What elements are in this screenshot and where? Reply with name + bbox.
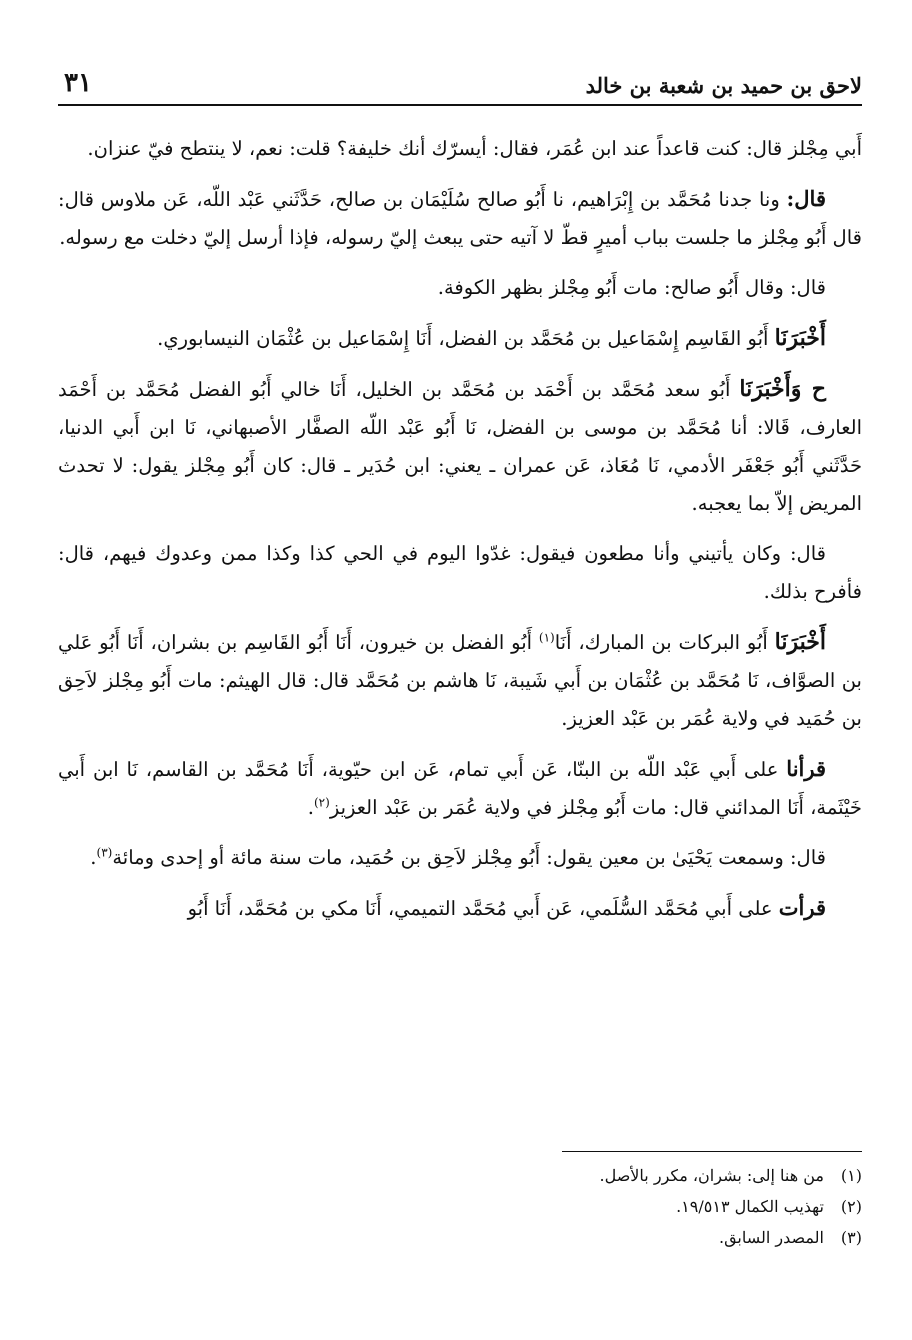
paragraph-text: قال: وقال أَبُو صالح: مات أَبُو مِجْلز بظهر الكوفة. xyxy=(437,276,826,299)
footnote-ref[interactable]: (١) xyxy=(538,630,555,645)
paragraph xyxy=(58,269,862,307)
paragraph xyxy=(58,319,862,358)
paragraph-text: على أَبي عَبْد اللّه بن البنّا، عَن أَبي تمام، عَن ابن حيّوية، أَنَا مُحَمَّد بن القاسم، نَا ابن أَبي خَيْثَمة، أَنَا المدائني قال: مات أَبُو مِجْلز في ولاية عُمَر بن عَبْد العزيز xyxy=(58,758,862,819)
paragraph xyxy=(58,889,862,928)
paragraph xyxy=(58,180,862,257)
paragraph-text: أَبُو الفضل بن خيرون، أَنَا أَبُو القَاسِم بن بشران، أَنَا أَبُو عَلي بن الصوَّاف، نَا مُحَمَّد بن عُثْمَان بن أَبي شَيبة، نَا هاشم بن مُحَمَّد قال: قال الهيثم: مات أَبُو مِجْلز لاَحِق بن حُمَيد في ولاية عُمَر بن عَبْد العزيز. xyxy=(58,631,862,730)
footnote xyxy=(58,1160,862,1191)
paragraph-text: قال: وكان يأتيني وأنا مطعون فيقول: غدّوا اليوم في الحي كذا وكذا ممن وعدوك فيهم، قال: فأفرح بذلك. xyxy=(58,542,862,603)
footnote-ref[interactable]: (٢) xyxy=(313,795,330,810)
paragraph xyxy=(58,750,862,827)
footnote-number: (١) xyxy=(840,1166,862,1185)
paragraph-text: على أَبي مُحَمَّد السُّلَمي، عَن أَبي مُحَمَّد التميمي، أَنَا مكي بن مُحَمَّد، أَنَا أَبُو xyxy=(187,897,779,920)
paragraph-lead: قال: xyxy=(786,186,826,211)
footnote-text: المصدر السابق. xyxy=(718,1228,824,1247)
page-header xyxy=(58,58,862,106)
paragraph-lead: قرأت xyxy=(778,895,826,920)
footnote-number: (٣) xyxy=(840,1228,862,1247)
paragraph-text: أَبُو سعد مُحَمَّد بن أَحْمَد بن مُحَمَّد بن الخليل، أَنَا خالي أَبُو الفضل مُحَمَّد بن أَحْمَد العارف، قَالا: أنا مُحَمَّد بن موسى بن الفضل، نَا أَبُو عَبْد اللّه الصفَّار الأصبهاني، نَا ابن أَبي الدنيا، حَدَّثَني أَبُو جَعْفَر الأدمي، نَا مُعَاذ، عَن عمران ـ يعني: ابن حُدَير ـ قال: كان أَبُو مِجْلز يقول: لا تحدث المريض إلاّ بما يعجبه. xyxy=(58,378,862,515)
footnote-text: تهذيب الكمال ١٩/٥١٣. xyxy=(676,1197,824,1216)
paragraph-lead: أَخْبَرَنَا xyxy=(774,629,826,655)
paragraph-text: قال: وسمعت يَحْيَىٰ بن معين يقول: أَبُو مِجْلز لاَحِق بن حُمَيد، مات سنة مائة أو إحدى ومائة xyxy=(112,846,826,869)
paragraph-lead: قرأنا xyxy=(786,756,826,781)
paragraph-text: . xyxy=(90,846,97,869)
paragraph xyxy=(58,370,862,523)
paragraph-text: ونا جدنا مُحَمَّد بن إِبْرَاهيم، نا أَبُو صالح سُلَيْمَان بن صالح، حَدَّثَني عَبْد اللّه، عَن ملاوس قال: قال أَبُو مِجْلز ما جلست بباب أميرٍ قطّ لا آتيه حتى يبعث إليّ رسوله، فإذا أرسل إليّ دخلت مع رسوله. xyxy=(58,188,862,249)
paragraph-lead: أَخْبَرَنَا xyxy=(774,325,826,351)
footnote xyxy=(58,1222,862,1253)
paragraph-text: أَبُو القَاسِم إِسْمَاعيل بن مُحَمَّد بن الفضل، أَنَا إِسْمَاعيل بن عُثْمَان النيسابوري. xyxy=(157,327,775,350)
footnote-text: من هنا إلى: بشران، مكرر بالأصل. xyxy=(599,1166,824,1185)
paragraph xyxy=(58,839,862,877)
running-title: لاحق بن حميد بن شعبة بن خالد xyxy=(585,73,862,98)
paragraph-text: أَبُو البركات بن المبارك، أَنَا xyxy=(554,631,775,654)
footnote-number: (٢) xyxy=(840,1197,862,1216)
page-body xyxy=(58,130,862,928)
footnotes xyxy=(58,1160,862,1253)
footnote-divider xyxy=(562,1151,862,1152)
paragraph xyxy=(58,623,862,738)
paragraph-text: . xyxy=(307,796,314,819)
page-number: ٣١ xyxy=(64,68,92,98)
paragraph-text: أَبي مِجْلز قال: كنت قاعداً عند ابن عُمَر، فقال: أيسرّك أنك خليفة؟ قلت: نعم، لا ينتطح فيّ عنزان. xyxy=(87,137,862,160)
paragraph xyxy=(58,130,862,168)
footnote xyxy=(58,1191,862,1222)
footnote-ref[interactable]: (٣) xyxy=(96,845,113,860)
paragraph xyxy=(58,535,862,611)
paragraph-lead: ح وَأَخْبَرَنَا xyxy=(739,376,826,402)
